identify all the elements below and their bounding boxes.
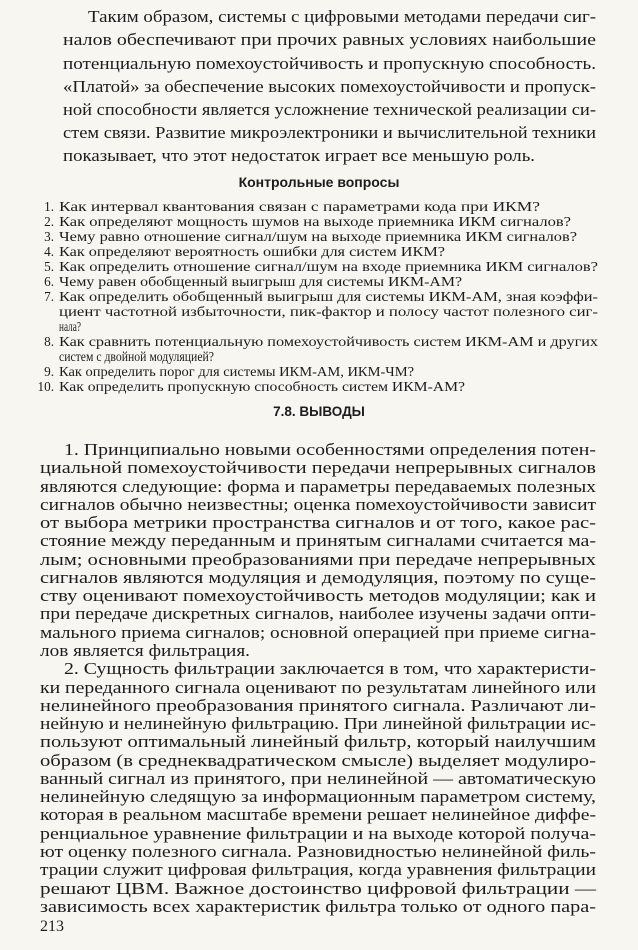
intro-line: налов обеспечивают при прочих равных условиях наибольшие bbox=[63, 30, 596, 49]
question-item: 3. Чему равно отношение сигнал/шум на выходе приемника ИКМ сигналов? bbox=[44, 229, 577, 244]
section-line: зависимость всех характеристик фильтра только от одного пара- bbox=[40, 896, 596, 916]
question-item: 7. Как определить обобщенный выигрыш для системы ИКМ-АМ, зная коэффи- bbox=[44, 289, 598, 304]
section-line: мального приема сигналов; основной операцией при приеме сигна- bbox=[40, 622, 596, 642]
section-line: которая в реальном масштабе времени решает нелинейное диффе- bbox=[40, 805, 596, 825]
section-line: от выбора метрики пространства сигналов и от того, какое рас- bbox=[40, 513, 596, 533]
question-item: 10. Как определить пропускную способность систем ИКМ-АМ? bbox=[37, 379, 465, 394]
section-line: пользуют оптимальный линейный фильтр, который наилучшим bbox=[40, 732, 596, 752]
section-heading: 7.8. ВЫВОДЫ bbox=[273, 404, 365, 419]
section-line: лым; основными преобразованиями при передаче непрерывных bbox=[40, 549, 596, 569]
question-item: 4. Как определяют вероятность ошибки для систем ИКМ? bbox=[44, 244, 445, 259]
intro-line: стем связи. Развитие микроэлектроники и вычислительной техники bbox=[63, 123, 596, 142]
question-item: 5. Как определить отношение сигнал/шум на входе приемника ИКМ сигналов? bbox=[44, 259, 598, 274]
section-line: 1. Принципиально новыми особенностями определения потен- bbox=[64, 440, 596, 459]
section-line: ют оценку полезного сигнала. Разновидностью нелинейной филь- bbox=[40, 842, 596, 862]
section-line: являются следующие: форма и параметры передаваемых полезных bbox=[40, 476, 596, 496]
intro-line: Таким образом, системы с цифровыми методами передачи сиг- bbox=[88, 7, 596, 26]
section-line: нейную и нелинейную фильтрацию. При линейной фильтрации ис- bbox=[40, 714, 596, 734]
intro-line: показывает, что этот недостаток играет все меньшую роль. bbox=[63, 146, 535, 165]
section-line: сигналов являются модуляция и демодуляция, поэтому по суще- bbox=[40, 567, 596, 587]
question-item-cont: нала? bbox=[59, 319, 81, 334]
questions-heading: Контрольные вопросы bbox=[238, 174, 400, 190]
section-line: ству оценивают помехоустойчивость методов модуляции; как и bbox=[40, 586, 596, 606]
intro-line: потенциальную помехоустойчивость и пропускную способность. bbox=[63, 54, 596, 73]
section-line: ванный сигнал из принятого, при нелинейной — автоматическую bbox=[40, 768, 596, 788]
question-item: 6. Чему равен обобщенный выигрыш для системы ИКМ-АМ? bbox=[44, 274, 462, 289]
question-item-cont: циент частотной избыточности, пик-фактор и полосу частот полезного сиг- bbox=[59, 304, 598, 319]
question-item: 2. Как определяют мощность шумов на выходе приемника ИКМ сигналов? bbox=[44, 214, 571, 229]
section-line: образом (в среднеквадратическом смысле) выделяет модулиро- bbox=[40, 750, 596, 770]
section-line: при передаче дискретных сигналов, наиболее изучены задачи опти- bbox=[40, 604, 596, 624]
section-line: нелинейную следящую за информационным параметром систему, bbox=[40, 787, 596, 807]
section-line: ки переданного сигнала оценивают по результатам линейного или bbox=[40, 677, 596, 697]
question-item: 8. Как сравнить потенциальную помехоустойчивость систем ИКМ-АМ и других bbox=[44, 334, 598, 349]
section-line: лов является фильтрация. bbox=[40, 641, 250, 660]
section-line: трации служит цифровая фильтрация, когда уравнения фильтрации bbox=[40, 860, 596, 880]
intro-line: «Платой» за обеспечение высоких помехоустойчивости и пропуск- bbox=[63, 77, 596, 96]
section-line: ренциальное уравнение фильтрации и на выходе которой получа- bbox=[40, 823, 596, 843]
section-line: нелинейного преобразования принятого сигнала. Различают ли- bbox=[40, 695, 596, 715]
question-item: 9. Как определить порог для системы ИКМ-АМ, ИКМ-ЧМ? bbox=[44, 364, 414, 379]
question-item: 1. Как интервал квантования связан с параметрами кода при ИКМ? bbox=[44, 199, 540, 214]
question-item-cont: систем с двойной модуляцией? bbox=[59, 349, 214, 364]
section-line: циальной помехоустойчивости передачи непрерывных сигналов bbox=[40, 458, 596, 478]
section-line: сигналов обычно неизвестны; оценка помехоустойчивости зависит bbox=[40, 494, 596, 514]
intro-line: ной способности является усложнение технической реализации си- bbox=[63, 100, 596, 119]
section-line: стояние между переданным и принятым сигналами считается ма- bbox=[40, 531, 596, 551]
section-line: 2. Сущность фильтрации заключается в том, что характеристи- bbox=[64, 659, 596, 679]
section-line: решают ЦВМ. Важное достоинство цифровой фильтрации — bbox=[40, 878, 596, 898]
page-number: 213 bbox=[40, 917, 64, 935]
